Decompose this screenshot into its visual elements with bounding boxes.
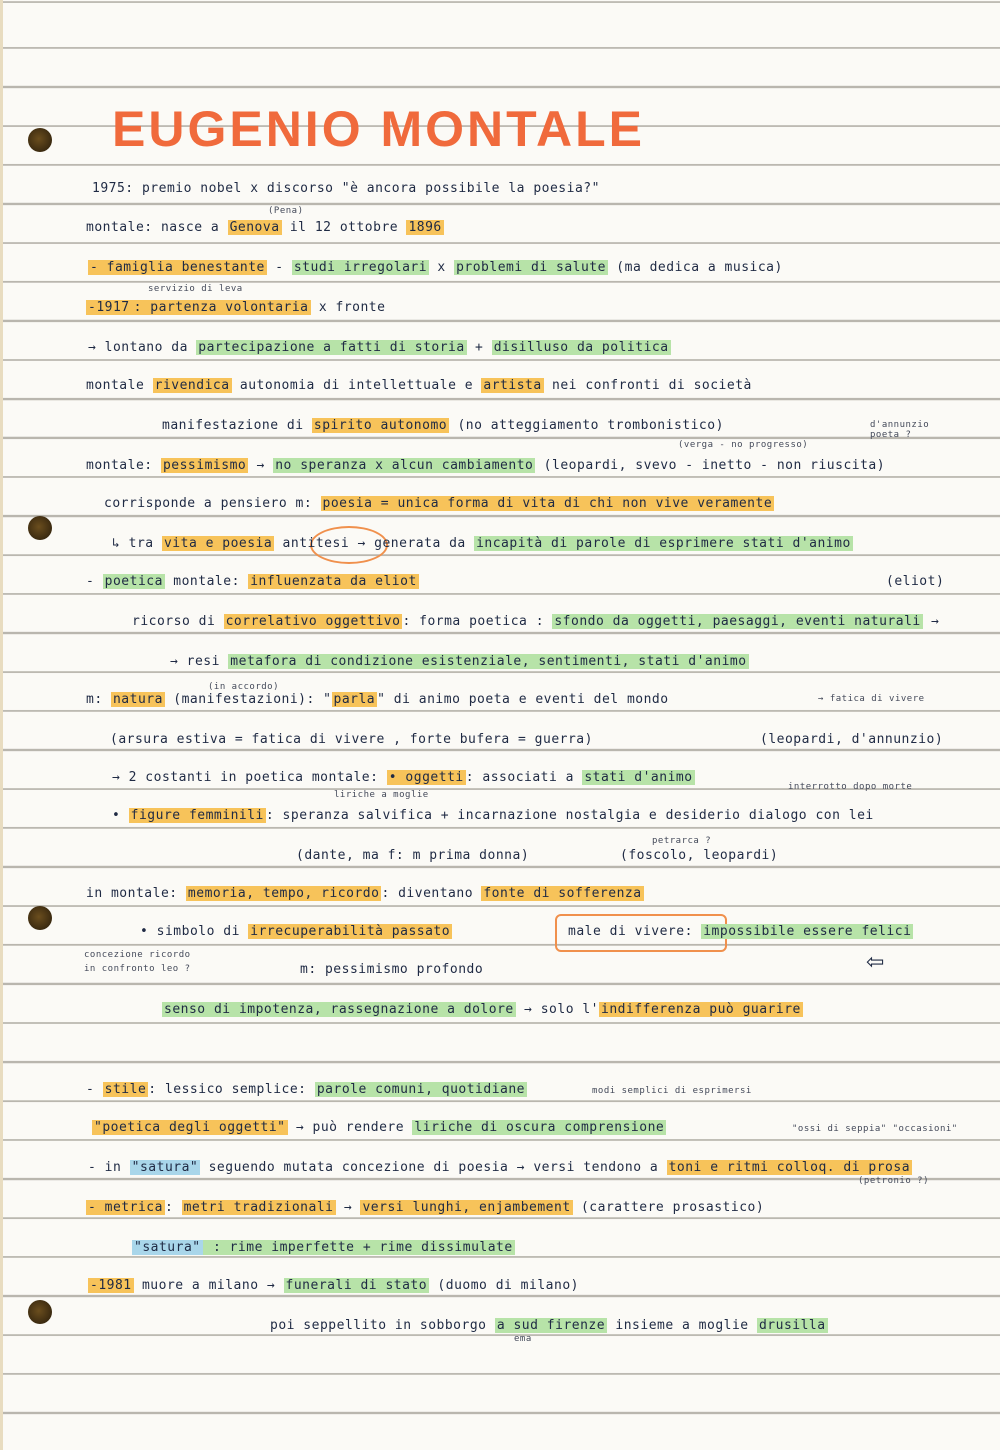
side-note: liriche a moglie xyxy=(334,790,429,800)
note-line: → lontano da partecipazione a fatti di storia + disilluso da politica xyxy=(88,340,669,355)
punch-hole xyxy=(28,1300,52,1324)
note-line: poi seppellito in sobborgo a sud firenze insieme a moglie drusilla xyxy=(270,1318,826,1333)
note-line: senso di impotenza, rassegnazione a dolore → solo l' indifferenza può guarire xyxy=(164,1002,801,1017)
note-line: montale: pessimismo → no speranza x alcun cambiamento (leopardi, svevo - inetto - non riuscita) xyxy=(86,458,886,473)
note-line: → resi metafora di condizione esistenziale, sentimenti, stati d'animo xyxy=(170,654,747,669)
side-note: "ossi di seppia" "occasioni" xyxy=(792,1124,958,1134)
side-note: petrarca ? xyxy=(652,836,712,846)
note-line: (foscolo, leopardi) xyxy=(620,848,779,863)
side-note: d'annunzio poeta ? xyxy=(870,420,930,440)
note-line: - famiglia benestante - studi irregolari x problemi di salute (ma dedica a musica) xyxy=(90,260,783,275)
note-line: 1975: premio nobel x discorso "è ancora possibile la poesia?" xyxy=(92,181,600,196)
note-line: (leopardi, d'annunzio) xyxy=(760,732,944,747)
page-title: EUGENIO MONTALE xyxy=(112,101,645,157)
side-note: interrotto dopo morte xyxy=(788,782,913,792)
note-line: (eliot) xyxy=(886,574,945,589)
note-line: (dante, ma f: m prima donna) xyxy=(296,848,530,863)
note-line: "poetica degli oggetti" → può rendere liriche di oscura comprensione xyxy=(94,1120,665,1135)
note-line: m: pessimismo profondo xyxy=(300,962,484,977)
note-line: • simbolo di irrecuperabilità passato xyxy=(140,924,451,939)
side-note: modi semplici di esprimersi xyxy=(592,1086,752,1096)
side-note: in confronto leo ? xyxy=(84,964,191,974)
note-line: manifestazione di spirito autonomo (no atteggiamento trombonistico) xyxy=(162,418,724,433)
page-edge xyxy=(0,0,3,1450)
punch-hole xyxy=(28,516,52,540)
arrow-icon: ⇦ xyxy=(866,950,885,975)
side-note: (Pena) xyxy=(268,206,304,216)
note-line: m: natura (manifestazioni): " parla " di animo poeta e eventi del mondo xyxy=(86,692,669,707)
note-line: • figure femminili : speranza salvifica + incarnazione nostalgia e desiderio dialogo con lei xyxy=(112,808,874,823)
side-note: (verga - no progresso) xyxy=(678,440,809,450)
side-note: (petronio ?) xyxy=(858,1176,930,1186)
punch-hole xyxy=(28,906,52,930)
note-line: - metrica : metri tradizionali → versi lunghi, enjambement (carattere prosastico) xyxy=(88,1200,765,1215)
note-line: - stile : lessico semplice: parole comuni, quotidiane xyxy=(86,1082,526,1097)
note-line: → 2 costanti in poetica montale: • oggetti : associati a stati d'animo xyxy=(112,770,693,785)
note-line: montale: nasce a Genova il 12 ottobre 1896 xyxy=(86,220,442,235)
note-line: "satura" : rime imperfette + rime dissimulate xyxy=(134,1240,513,1255)
side-note: (in accordo) xyxy=(208,682,280,692)
note-line: in montale: memoria, tempo, ricordo : diventano fonte di sofferenza xyxy=(86,886,642,901)
side-note: ema xyxy=(514,1334,532,1344)
note-line: (arsura estiva = fatica di vivere , forte bufera = guerra) xyxy=(110,732,593,747)
note-line: male di vivere: impossibile essere felici xyxy=(568,924,912,939)
punch-hole xyxy=(28,128,52,152)
note-line: - in "satura" seguendo mutata concezione di poesia → versi tendono a toni e ritmi colloq. di prosa xyxy=(88,1160,911,1175)
note-line: -1981 muore a milano → funerali di stato (duomo di milano) xyxy=(90,1278,579,1293)
note-line: montale rivendica autonomia di intellettuale e artista nei confronti di società xyxy=(86,378,752,393)
note-line: corrisponde a pensiero m: poesia = unica forma di vita di chi non vive veramente xyxy=(104,496,773,511)
note-line: ↳ tra vita e poesia antitesi → generata da incapità di parole di esprimere stati d'animo xyxy=(112,536,851,551)
note-line: - poetica montale: influenzata da eliot xyxy=(86,574,417,589)
side-note: servizio di leva xyxy=(148,284,243,294)
side-note: → fatica di vivere xyxy=(818,694,925,704)
note-line: ricorso di correlativo oggettivo : forma poetica : sfondo da oggetti, paesaggi, eventi naturali → xyxy=(132,614,940,629)
note-line: -1917 : partenza volontaria x fronte xyxy=(88,300,386,315)
side-note: concezione ricordo xyxy=(84,950,191,960)
